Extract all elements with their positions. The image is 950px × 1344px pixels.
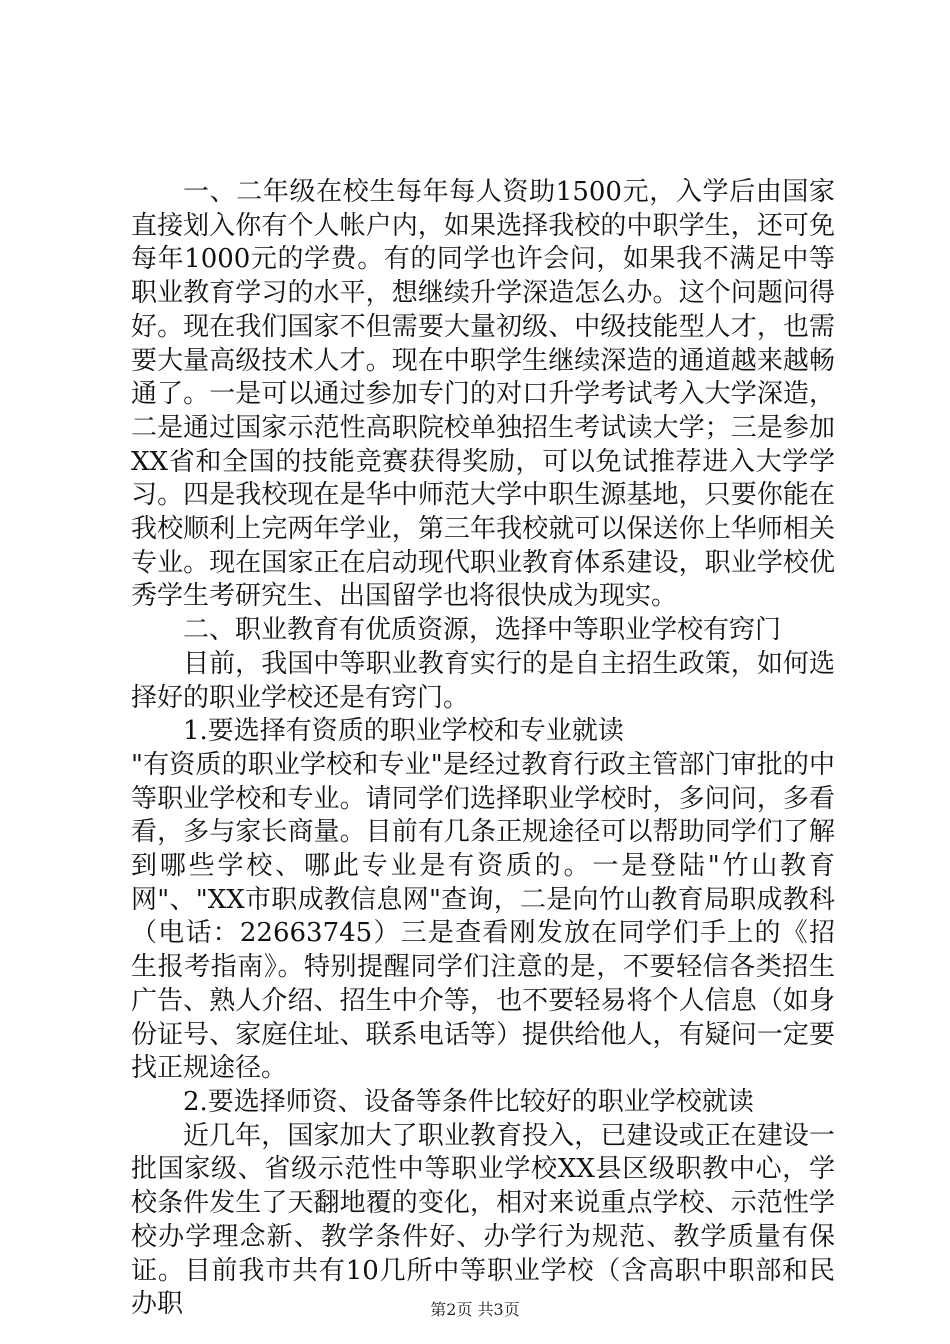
paragraph-funding: 一、二年级在校生每年每人资助1500元，入学后由国家直接划入你有个人帐户内，如果选择我校的中职学生，还可免每年1000元的学费。有的同学也许会问，如果我不满足中等职业教育学习的水平，想继续升学深造怎么办。这个问题问得好。现在我们国家不但需要大量初级、中级技能型人才，也需要大量高级技术人才。现在中职学生继续深造的通道越来越畅通了。一是可以通过参加专门的对口升学考试考入大学深造，二是通过国家示范性高职院校单独招生考试读大学；三是参加XX省和全国的技能竞赛获得奖励，可以免试推荐进入大学学习。四是我校现在是华中师范大学中职生源基地，只要你能在我校顺利上完两年学业，第三年我校就可以保送你上华师相关专业。现在国家正在启动现代职业教育体系建设，职业学校优秀学生考研究生、出国留学也将很快成为现实。 xyxy=(131,177,835,612)
paragraph-good-conditions: 近几年，国家加大了职业教育投入，已建设或正在建设一批国家级、省级示范性中等职业学校XX县区级职教中心，学校条件发生了天翻地覆的变化，相对来说重点学校、示范性学校办学理念新、教学条件好、办学行为规范、教学质量有保证。目前我市共有10几所中等职业学校（含高职中职部和民办职 xyxy=(131,1120,835,1320)
document-body xyxy=(131,176,835,1322)
subheading-good-conditions: 2.要选择师资、设备等条件比较好的职业学校就读 xyxy=(183,1086,754,1117)
paragraph-enrollment-policy: 目前，我国中等职业教育实行的是自主招生政策，如何选择好的职业学校还是有窍门。 xyxy=(131,648,835,713)
subheading-qualified-school: 1.要选择有资质的职业学校和专业就读 xyxy=(183,716,624,747)
page-footer: 第2页 共3页 xyxy=(430,1300,520,1319)
paragraph-qualified-school: "有资质的职业学校和专业"是经过教育行政主管部门审批的中等职业学校和专业。请同学们选择职业学校时，多问问，多看看，多与家长商量。目前有几条正规途径可以帮助同学们了解到哪些学校、哪此专业是有资质的。一是登陆"竹山教育网"、"XX市职成教信息网"查询，二是向竹山教育局职成教科（电话：22663745）三是查看刚发放在同学们手上的《招生报考指南》。特别提醒同学们注意的是，不要轻信各类招生广告、熟人介绍、招生中介等，也不要轻易将个人信息（如身份证号、家庭住址、联系电话等）提供给他人，有疑问一定要找正规途径。 xyxy=(131,749,835,1084)
heading-section-two: 二、职业教育有优质资源，选择中等职业学校有窍门 xyxy=(183,615,782,646)
